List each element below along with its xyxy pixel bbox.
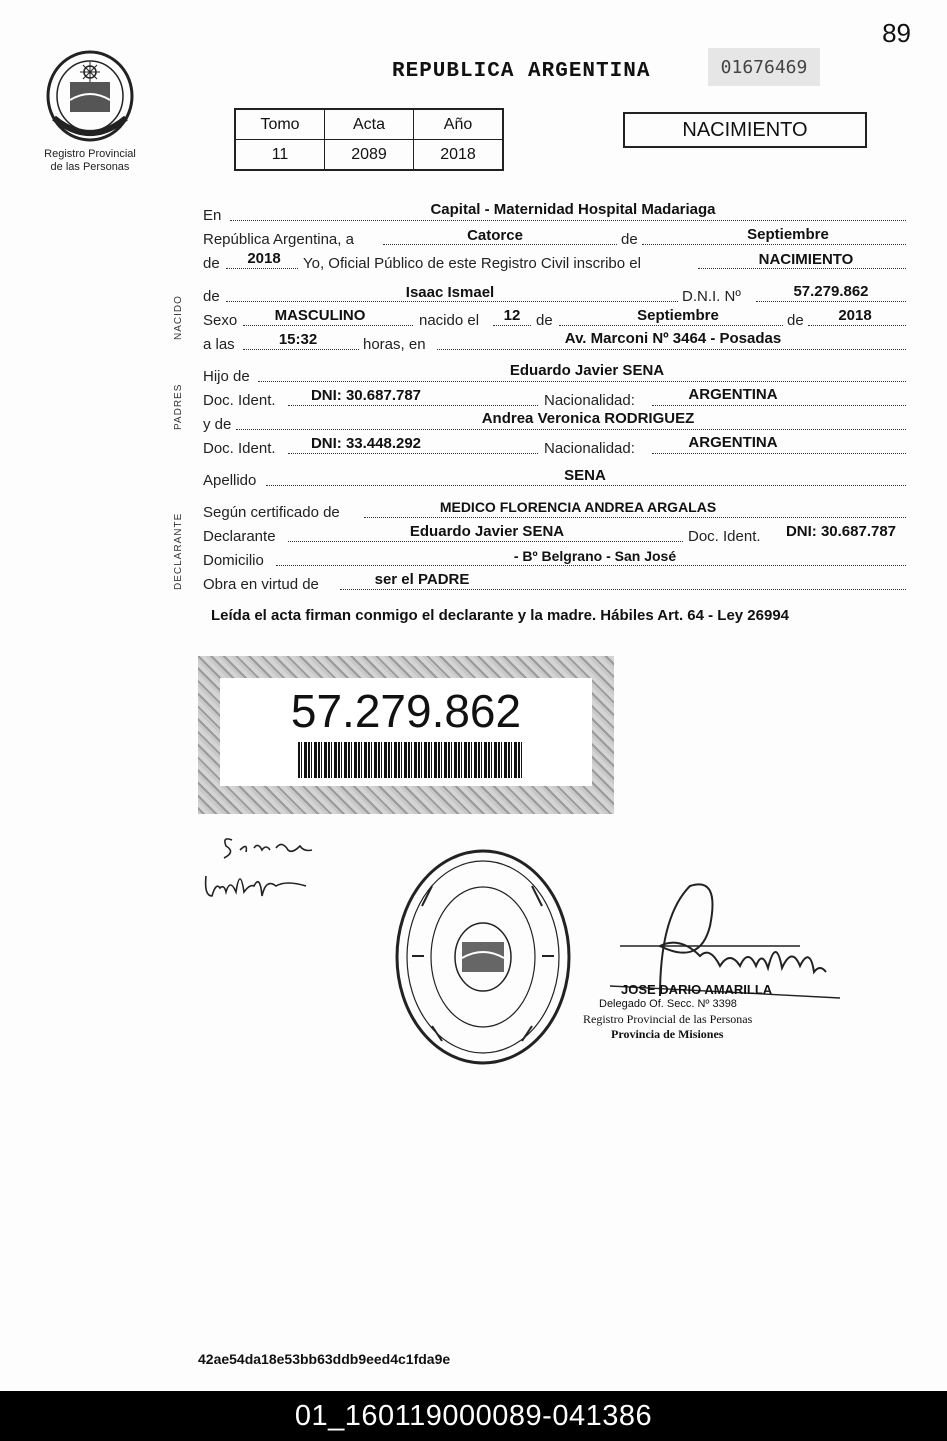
label-apellido: Apellido bbox=[203, 472, 257, 489]
label-yo: Yo, Oficial Público de este Registro Civil inscribo el bbox=[303, 255, 641, 272]
official-signature-block bbox=[583, 982, 772, 1042]
label-de: de bbox=[621, 231, 638, 248]
dots bbox=[236, 429, 906, 430]
value-certificado: MEDICO FLORENCIA ANDREA ARGALAS bbox=[439, 499, 717, 515]
dots bbox=[808, 325, 906, 326]
value-anio: 2018 bbox=[414, 140, 504, 171]
section-label-padres: PADRES bbox=[173, 383, 184, 430]
value-dia-nac: 12 bbox=[503, 307, 521, 324]
dots bbox=[698, 268, 906, 269]
label-de-name: de bbox=[203, 288, 220, 305]
footer-id: 01_160119000089-041386 bbox=[0, 1391, 947, 1441]
dots bbox=[756, 301, 906, 302]
label-declarante: Declarante bbox=[203, 528, 276, 545]
dots bbox=[266, 485, 906, 486]
header-tomo: Tomo bbox=[235, 109, 325, 140]
official-province: Provincia de Misiones bbox=[611, 1027, 724, 1041]
official-name: JOSE DARIO AMARILLA bbox=[621, 982, 773, 997]
serial-number: 01676469 bbox=[708, 48, 820, 86]
header-acta: Acta bbox=[325, 109, 414, 140]
dots bbox=[559, 325, 783, 326]
label-nacido-el: nacido el bbox=[419, 312, 480, 329]
value-declarante: Eduardo Javier SENA bbox=[409, 523, 565, 540]
value-acta: 2089 bbox=[325, 140, 414, 171]
value-anio: 2018 bbox=[247, 250, 281, 267]
value-hora: 15:32 bbox=[278, 331, 318, 348]
value-apellido: SENA bbox=[564, 467, 606, 484]
label-de3: de bbox=[787, 312, 804, 329]
official-role: Delegado Of. Secc. Nº 3398 bbox=[599, 998, 737, 1010]
dots bbox=[230, 220, 906, 221]
value-madre: Andrea Veronica RODRIGUEZ bbox=[481, 410, 695, 427]
value-lugar-nac: Av. Marconi Nº 3464 - Posadas bbox=[564, 330, 782, 347]
dots bbox=[652, 405, 906, 406]
value-padre-doc: DNI: 30.687.787 bbox=[310, 387, 422, 404]
label-y-de: y de bbox=[203, 416, 232, 433]
dots bbox=[340, 589, 906, 590]
dots bbox=[226, 301, 678, 302]
dots bbox=[364, 517, 906, 518]
value-dni: 57.279.862 bbox=[793, 283, 869, 300]
dots bbox=[642, 244, 906, 245]
label-doc-ident3: Doc. Ident. bbox=[688, 528, 761, 545]
label-domicilio: Domicilio bbox=[203, 552, 264, 569]
label-a-las: a las bbox=[203, 336, 235, 353]
barcode bbox=[298, 742, 524, 778]
record-table bbox=[234, 108, 504, 171]
value-tomo: 11 bbox=[235, 140, 325, 171]
dots bbox=[288, 405, 538, 406]
value-madre-doc: DNI: 33.448.292 bbox=[310, 435, 422, 452]
value-padre-nac: ARGENTINA bbox=[688, 386, 778, 403]
registry-line2: de las Personas bbox=[50, 161, 130, 173]
dni-box-number: 57.279.862 bbox=[290, 685, 522, 737]
province-seal-icon bbox=[44, 48, 136, 144]
page-number: 89 bbox=[882, 18, 911, 48]
declarant-signature bbox=[196, 826, 326, 910]
value-padre: Eduardo Javier SENA bbox=[509, 362, 665, 379]
label-nacionalidad2: Nacionalidad: bbox=[544, 440, 635, 457]
dni-box bbox=[198, 656, 614, 814]
registry-logo bbox=[38, 48, 142, 174]
label-horas-en: horas, en bbox=[363, 336, 426, 353]
dots bbox=[288, 453, 538, 454]
value-obra: ser el PADRE bbox=[374, 571, 470, 588]
dots bbox=[243, 325, 413, 326]
value-nombre: Isaac Ismael bbox=[405, 284, 495, 301]
label-en: En bbox=[203, 207, 222, 224]
label-doc-ident2: Doc. Ident. bbox=[203, 440, 276, 457]
official-stamp bbox=[392, 846, 574, 1068]
value-domicilio: - Bº Belgrano - San José bbox=[513, 548, 677, 564]
label-de2: de bbox=[536, 312, 553, 329]
section-label-nacido: NACIDO bbox=[173, 295, 184, 340]
dots bbox=[288, 541, 683, 542]
dots bbox=[383, 244, 617, 245]
label-dni: D.N.I. Nº bbox=[682, 288, 741, 305]
dots bbox=[437, 349, 906, 350]
value-mes: Septiembre bbox=[747, 226, 829, 243]
section-label-declarante: DECLARANTE bbox=[173, 512, 184, 590]
header-anio: Año bbox=[414, 109, 504, 140]
document-hash: 42ae54da18e53bb63ddb9eed4c1fda9e bbox=[198, 1351, 451, 1367]
label-sexo: Sexo bbox=[203, 312, 238, 329]
dots bbox=[276, 565, 906, 566]
dots bbox=[493, 325, 531, 326]
label-segun: Según certificado de bbox=[203, 504, 340, 521]
value-anio-nac: 2018 bbox=[838, 307, 872, 324]
label-republica: República Argentina, a bbox=[203, 231, 354, 248]
label-hijo-de: Hijo de bbox=[203, 368, 250, 385]
value-acto: NACIMIENTO bbox=[758, 251, 854, 268]
country-title: REPUBLICA ARGENTINA bbox=[392, 60, 651, 83]
dots bbox=[226, 268, 298, 269]
dots bbox=[243, 349, 359, 350]
value-madre-nac: ARGENTINA bbox=[688, 434, 778, 451]
label-obra: Obra en virtud de bbox=[203, 576, 319, 593]
dots bbox=[258, 381, 906, 382]
registry-line1: Registro Provincial bbox=[44, 148, 136, 160]
label-de-year: de bbox=[203, 255, 220, 272]
official-office: Registro Provincial de las Personas bbox=[583, 1012, 753, 1026]
value-mes-nac: Septiembre bbox=[637, 307, 719, 324]
value-sexo: MASCULINO bbox=[274, 307, 366, 324]
value-lugar: Capital - Maternidad Hospital Madariaga bbox=[430, 201, 716, 218]
value-declarante-doc: DNI: 30.687.787 bbox=[785, 523, 897, 540]
record-type: NACIMIENTO bbox=[623, 112, 867, 148]
label-nacionalidad: Nacionalidad: bbox=[544, 392, 635, 409]
dots bbox=[652, 453, 906, 454]
label-doc-ident: Doc. Ident. bbox=[203, 392, 276, 409]
value-dia-letras: Catorce bbox=[467, 227, 523, 244]
reading-note: Leída el acta firman conmigo el declarante y la madre. Hábiles Art. 64 - Ley 26994 bbox=[211, 607, 790, 624]
